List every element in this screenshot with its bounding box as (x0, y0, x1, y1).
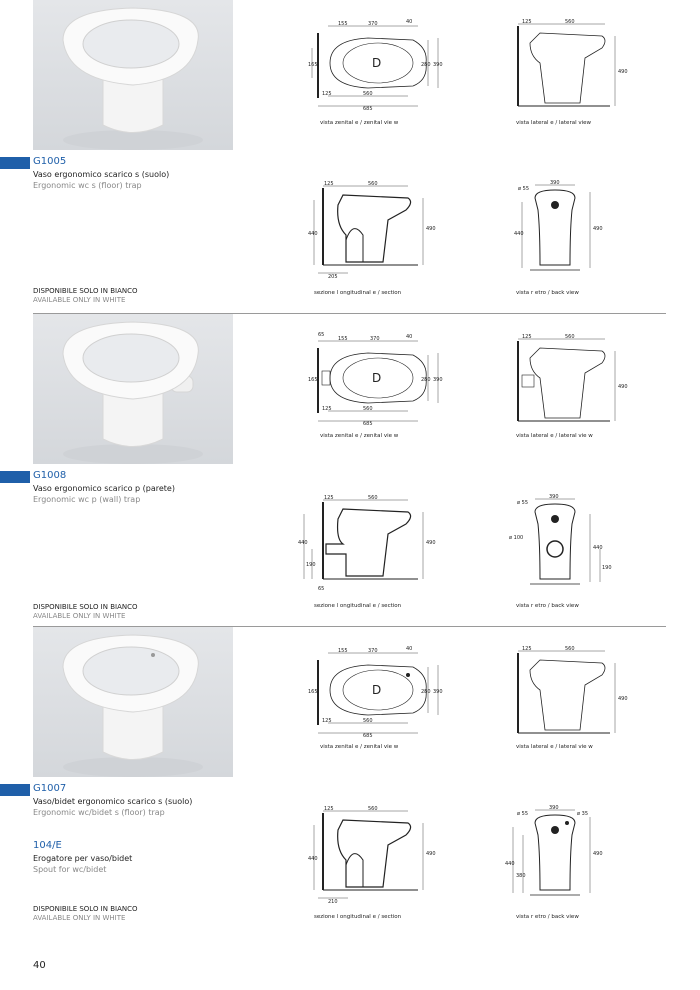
dim-label: 560 (368, 495, 378, 501)
availability-it: DISPONIBILE SOLO IN BIANCO (33, 603, 138, 611)
dim-label: 685 (363, 421, 373, 427)
top-view-drawing (308, 645, 448, 740)
dim-label: 190 (602, 565, 612, 571)
caption-top-view: vista zenital e / zenital vie w (320, 744, 399, 750)
product-desc-it: Vaso ergonomico scarico p (parete) (33, 484, 175, 493)
side-view-drawing (510, 18, 630, 113)
code-marker (0, 471, 30, 483)
dim-label: 190 (306, 562, 316, 568)
dim-label: 380 (516, 873, 526, 879)
dim-label: 490 (618, 696, 628, 702)
dim-label: 370 (368, 648, 378, 654)
caption-side-view: vista lateral e / lateral view (516, 120, 592, 126)
dim-label: 390 (433, 689, 443, 695)
caption-section: sezione l ongitudinal e / section (314, 603, 402, 609)
dim-label: 370 (368, 21, 378, 27)
product-photo-g1007 (33, 627, 233, 777)
caption-back-view: vista r etro / back view (516, 914, 579, 920)
dim-label: 490 (426, 851, 436, 857)
dim-label: 490 (593, 851, 603, 857)
dim-label: 155 (338, 21, 348, 27)
top-view-drawing (308, 333, 448, 428)
dim-label: 205 (328, 274, 338, 280)
dim-label: 65 (318, 586, 325, 592)
product-code: G1005 (33, 156, 67, 167)
dim-label: 125 (324, 181, 334, 187)
code-marker (0, 784, 30, 796)
dim-label: 280 (421, 62, 431, 68)
dim-label: 40 (406, 19, 413, 25)
dim-label: 560 (565, 334, 575, 340)
dim-label: 560 (368, 806, 378, 812)
svg-text:D: D (372, 371, 382, 385)
product-desc-en: Ergonomic wc/bidet s (floor) trap (33, 808, 165, 817)
dim-label: 210 (328, 899, 338, 905)
side-view-drawing (510, 645, 630, 740)
dim-label: 490 (618, 69, 628, 75)
dim-label: 165 (308, 377, 318, 383)
dim-label: 40 (406, 646, 413, 652)
dim-label: 40 (406, 334, 413, 340)
caption-back-view: vista r etro / back view (516, 603, 579, 609)
caption-side-view: vista lateral e / lateral vie w (516, 744, 593, 750)
dim-label: 440 (593, 545, 603, 551)
availability-en: AVAILABLE ONLY IN WHITE (33, 612, 126, 620)
section-drawing (308, 180, 438, 280)
svg-text:D: D (372, 56, 382, 70)
dim-label: 560 (363, 91, 373, 97)
dim-label: 125 (522, 646, 532, 652)
dim-label: 560 (368, 181, 378, 187)
dim-label: ø 55 (517, 500, 529, 506)
dim-label: 155 (338, 648, 348, 654)
product-desc-en: Ergonomic wc p (wall) trap (33, 495, 141, 504)
dim-label: 490 (426, 540, 436, 546)
dim-label: ø 35 (577, 811, 589, 817)
page-number: 40 (33, 960, 46, 971)
dim-label: 390 (433, 377, 443, 383)
dim-label: 65 (318, 332, 325, 338)
caption-top-view: vista zenital e / zenital vie w (320, 433, 399, 439)
dim-label: ø 100 (509, 535, 524, 541)
dim-label: 165 (308, 689, 318, 695)
dim-label: 280 (421, 689, 431, 695)
dim-label: 125 (322, 91, 332, 97)
caption-top-view: vista zenital e / zenital vie w (320, 120, 399, 126)
product-photo-g1005 (33, 0, 233, 150)
dim-label: 440 (308, 231, 318, 237)
dim-label: 390 (550, 180, 560, 186)
svg-text:D: D (372, 683, 382, 697)
availability-it: DISPONIBILE SOLO IN BIANCO (33, 287, 138, 295)
accessory-desc-en: Spout for wc/bidet (33, 865, 107, 874)
dim-label: 125 (522, 334, 532, 340)
availability-it: DISPONIBILE SOLO IN BIANCO (33, 905, 138, 913)
dim-label: 490 (618, 384, 628, 390)
accessory-code: 104/E (33, 840, 62, 851)
caption-side-view: vista lateral e / lateral vie w (516, 433, 593, 439)
dim-label: 390 (549, 494, 559, 500)
availability-en: AVAILABLE ONLY IN WHITE (33, 914, 126, 922)
back-view-drawing (505, 494, 615, 594)
back-view-drawing (510, 180, 610, 280)
dim-label: 125 (322, 406, 332, 412)
dim-label: 560 (363, 406, 373, 412)
dim-label: 280 (421, 377, 431, 383)
dim-label: 125 (324, 495, 334, 501)
top-view-drawing (308, 18, 448, 113)
section-drawing (298, 494, 438, 594)
caption-section: sezione l ongitudinal e / section (314, 914, 402, 920)
dim-label: ø 55 (517, 811, 529, 817)
dim-label: 440 (298, 540, 308, 546)
accessory-desc-it: Erogatore per vaso/bidet (33, 854, 133, 863)
dim-label: 125 (324, 806, 334, 812)
back-view-drawing (505, 805, 615, 905)
product-desc-it: Vaso ergonomico scarico s (suolo) (33, 170, 170, 179)
dim-label: ø 55 (518, 186, 530, 192)
dim-label: 440 (514, 231, 524, 237)
product-photo-g1008 (33, 314, 233, 464)
dim-label: 440 (505, 861, 515, 867)
dim-label: 560 (565, 19, 575, 25)
product-desc-en: Ergonomic wc s (floor) trap (33, 181, 142, 190)
side-view-drawing (510, 333, 630, 428)
dim-label: 125 (322, 718, 332, 724)
dim-label: 440 (308, 856, 318, 862)
caption-section: sezione l ongitudinal e / section (314, 290, 402, 296)
dim-label: 560 (363, 718, 373, 724)
dim-label: 490 (593, 226, 603, 232)
dim-label: 390 (433, 62, 443, 68)
availability-en: AVAILABLE ONLY IN WHITE (33, 296, 126, 304)
section-drawing (308, 805, 438, 905)
caption-back-view: vista r etro / back view (516, 290, 579, 296)
dim-label: 685 (363, 733, 373, 739)
dim-label: 165 (308, 62, 318, 68)
dim-label: 125 (522, 19, 532, 25)
product-code: G1007 (33, 783, 67, 794)
dim-label: 390 (549, 805, 559, 811)
dim-label: 490 (426, 226, 436, 232)
dim-label: 155 (338, 336, 348, 342)
dim-label: 560 (565, 646, 575, 652)
product-code: G1008 (33, 470, 67, 481)
dim-label: 370 (370, 336, 380, 342)
dim-label: 685 (363, 106, 373, 112)
product-desc-it: Vaso/bidet ergonomico scarico s (suolo) (33, 797, 193, 806)
code-marker (0, 157, 30, 169)
